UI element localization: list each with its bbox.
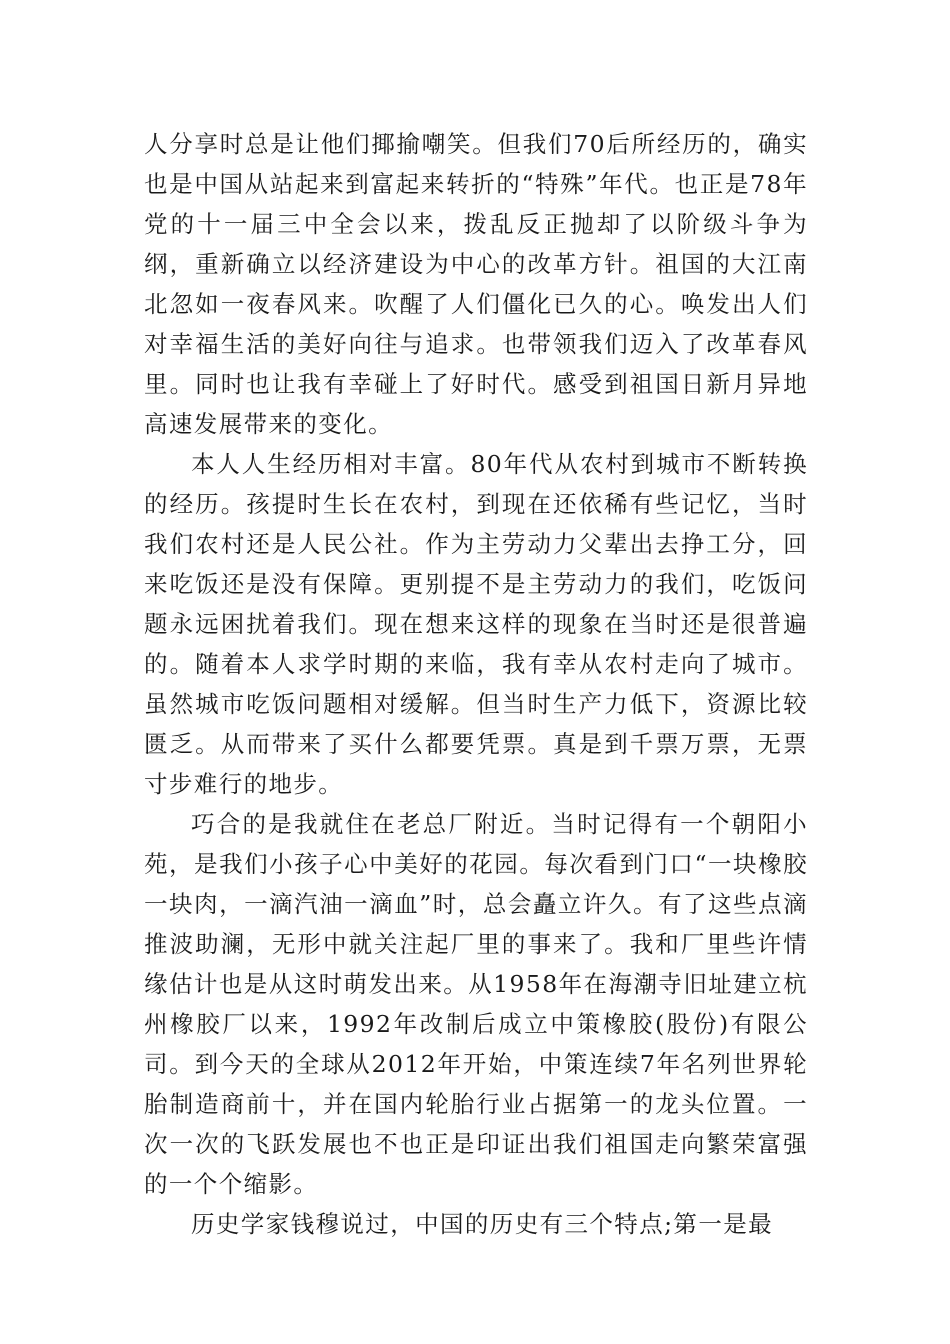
document-body [144, 124, 808, 1244]
paragraph-3: 巧合的是我就住在老总厂附近。当时记得有一个朝阳小苑，是我们小孩子心中美好的花园。每次看到门口“一块橡胶一块肉，一滴汽油一滴血”时，总会矗立许久。有了这些点滴推波助澜，无形中就关注起厂里的事来了。我和厂里些许情缘估计也是从这时萌发出来。从1958年在海潮寺旧址建立杭州橡胶厂以来，1992年改制后成立中策橡胶(股份)有限公司。到今天的全球从2012年开始，中策连续7年名列世界轮胎制造商前十，并在国内轮胎行业占据第一的龙头位置。一次一次的飞跃发展也不也正是印证出我们祖国走向繁荣富强的一个个缩影。 [144, 810, 808, 1198]
paragraph-4: 历史学家钱穆说过，中国的历史有三个特点;第一是最 [191, 1210, 774, 1238]
paragraph-1: 人分享时总是让他们揶揄嘲笑。但我们70后所经历的，确实也是中国从站起来到富起来转折的“特殊”年代。也正是78年党的十一届三中全会以来，拨乱反正抛却了以阶级斗争为纲，重新确立以经济建设为中心的改革方针。祖国的大江南北忽如一夜春风来。吹醒了人们僵化已久的心。唤发出人们对幸福生活的美好向往与追求。也带领我们迈入了改革春风里。同时也让我有幸碰上了好时代。感受到祖国日新月异地高速发展带来的变化。 [144, 130, 808, 438]
paragraph-2: 本人人生经历相对丰富。80年代从农村到城市不断转换的经历。孩提时生长在农村，到现在还依稀有些记忆，当时我们农村还是人民公社。作为主劳动力父辈出去挣工分，回来吃饭还是没有保障。更别提不是主劳动力的我们，吃饭问题永远困扰着我们。现在想来这样的现象在当时还是很普遍的。随着本人求学时期的来临，我有幸从农村走向了城市。虽然城市吃饭问题相对缓解。但当时生产力低下，资源比较匮乏。从而带来了买什么都要凭票。真是到千票万票，无票寸步难行的地步。 [144, 450, 808, 798]
